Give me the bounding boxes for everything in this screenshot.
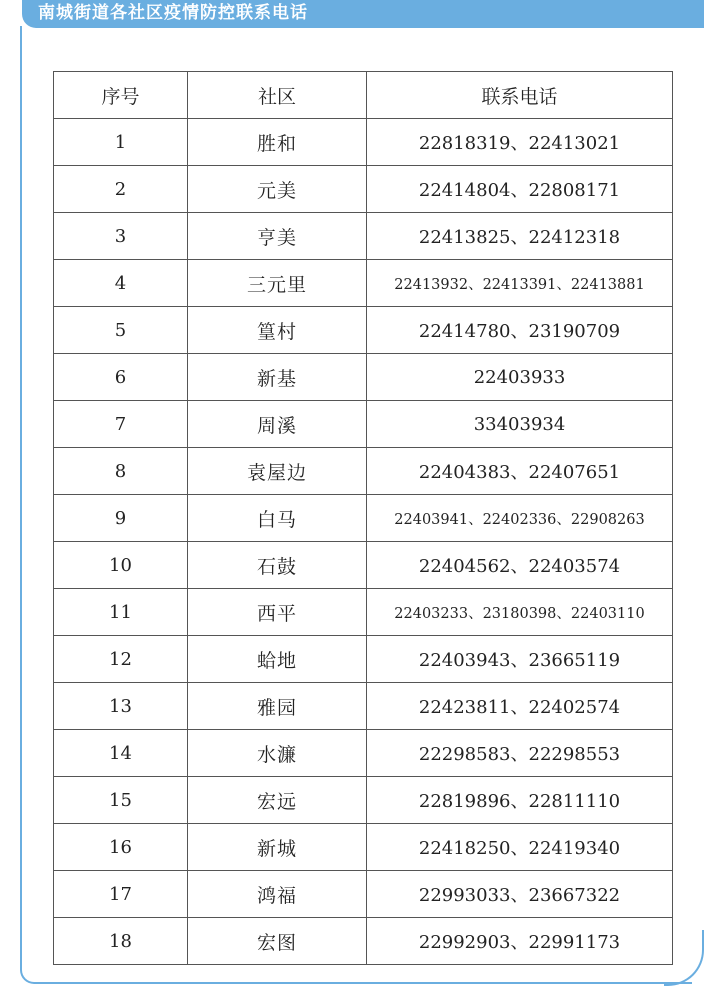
row-phones: 22403933 [367,354,673,401]
row-index: 6 [54,354,188,401]
row-phones: 22414804、22808171 [367,166,673,213]
row-community: 雅园 [188,683,367,730]
column-header-index: 序号 [54,72,188,119]
row-phones: 22414780、23190709 [367,307,673,354]
table-header-row [54,72,673,119]
contacts-table [53,71,673,965]
row-community: 胜和 [188,119,367,166]
row-phones: 22993033、23667322 [367,871,673,918]
table-row [54,918,673,965]
row-community: 鸿福 [188,871,367,918]
row-index: 1 [54,119,188,166]
table-row [54,307,673,354]
column-header-phones: 联系电话 [367,72,673,119]
table-row [54,777,673,824]
row-phones: 22404383、22407651 [367,448,673,495]
row-community: 周溪 [188,401,367,448]
row-index: 2 [54,166,188,213]
row-community: 亨美 [188,213,367,260]
table-row [54,354,673,401]
table-row [54,589,673,636]
row-community: 元美 [188,166,367,213]
table-row [54,448,673,495]
row-community: 石鼓 [188,542,367,589]
row-index: 11 [54,589,188,636]
table-row [54,260,673,307]
row-index: 15 [54,777,188,824]
table-row [54,166,673,213]
row-community: 三元里 [188,260,367,307]
row-community: 袁屋边 [188,448,367,495]
row-index: 17 [54,871,188,918]
row-index: 18 [54,918,188,965]
row-index: 8 [54,448,188,495]
row-phones: 22403943、23665119 [367,636,673,683]
row-index: 4 [54,260,188,307]
row-phones: 22404562、22403574 [367,542,673,589]
row-phones: 22992903、22991173 [367,918,673,965]
table-row [54,636,673,683]
row-index: 12 [54,636,188,683]
row-phones: 22403233、23180398、22403110 [367,589,673,636]
row-index: 5 [54,307,188,354]
row-community: 水濂 [188,730,367,777]
row-community: 新基 [188,354,367,401]
row-phones: 22403941、22402336、22908263 [367,495,673,542]
row-phones: 22423811、22402574 [367,683,673,730]
table-row [54,871,673,918]
table-row [54,495,673,542]
row-phones: 22413825、22412318 [367,213,673,260]
table-row [54,119,673,166]
row-index: 10 [54,542,188,589]
row-index: 9 [54,495,188,542]
table-row [54,213,673,260]
row-phones: 22298583、22298553 [367,730,673,777]
row-index: 7 [54,401,188,448]
column-header-community: 社区 [188,72,367,119]
row-community: 白马 [188,495,367,542]
row-index: 3 [54,213,188,260]
table-row [54,542,673,589]
row-community: 新城 [188,824,367,871]
table-row [54,401,673,448]
table-row [54,730,673,777]
row-phones: 22819896、22811110 [367,777,673,824]
row-community: 篁村 [188,307,367,354]
row-index: 13 [54,683,188,730]
row-index: 16 [54,824,188,871]
row-phones: 22818319、22413021 [367,119,673,166]
table-row [54,824,673,871]
page-title: 南城街道各社区疫情防控联系电话 [38,3,308,23]
row-index: 14 [54,730,188,777]
row-community: 宏远 [188,777,367,824]
row-phones: 33403934 [367,401,673,448]
row-community: 西平 [188,589,367,636]
row-community: 蛤地 [188,636,367,683]
row-phones: 22413932、22413391、22413881 [367,260,673,307]
table-row [54,683,673,730]
table-body [54,119,673,965]
row-community: 宏图 [188,918,367,965]
row-phones: 22418250、22419340 [367,824,673,871]
